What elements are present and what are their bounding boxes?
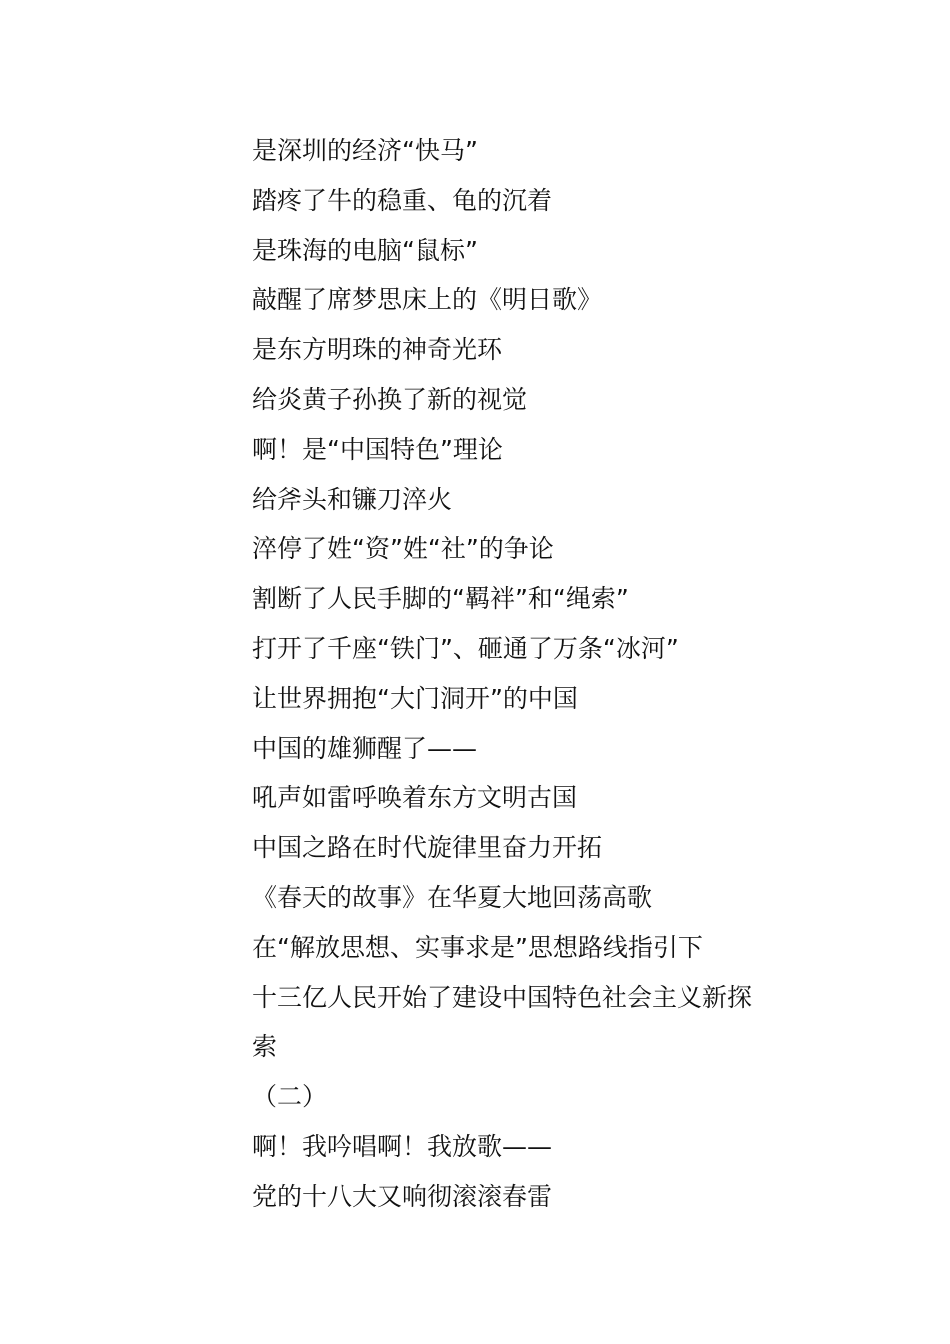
poem-line: 吼声如雷呼唤着东方文明古国	[252, 783, 578, 813]
poem-line: 打开了千座“铁门”、砸通了万条“冰河”	[252, 633, 679, 663]
poem-line: 中国之路在时代旋律里奋力开拓	[252, 833, 603, 863]
poem-line: 党的十八大又响彻滚滚春雷	[252, 1181, 553, 1211]
poem-line: 《春天的故事》在华夏大地回荡高歌	[252, 882, 653, 912]
poem-line: 是东方明珠的神奇光环	[252, 335, 503, 365]
poem-line: 给炎黄子孙换了新的视觉	[252, 384, 528, 414]
poem-line: 中国的雄狮醒了——	[252, 733, 478, 763]
poem-line: 啊！我吟唱啊！我放歌——	[252, 1131, 553, 1161]
poem-line: 给斧头和镰刀淬火	[252, 484, 453, 514]
poem-line: 索	[252, 1032, 278, 1062]
poem-line: 在“解放思想、实事求是”思想路线指引下	[252, 932, 703, 962]
poem-line: 敲醒了席梦思床上的《明日歌》	[252, 285, 603, 315]
poem-line: 啊！是“中国特色”理论	[252, 434, 503, 464]
poem-line: 割断了人民手脚的“羁袢”和“绳索”	[252, 584, 629, 614]
poem-line: 踏疼了牛的稳重、龟的沉着	[252, 185, 553, 215]
poem-line: 十三亿人民开始了建设中国特色社会主义新探	[252, 982, 753, 1012]
poem-line: 让世界拥抱“大门洞开”的中国	[252, 683, 578, 713]
section-heading: （二）	[252, 1082, 328, 1112]
poem-line: 是珠海的电脑“鼠标”	[252, 235, 478, 265]
poem-line: 淬停了姓“资”姓“社”的争论	[252, 534, 554, 564]
poem-text	[252, 126, 792, 1222]
poem-line: 是深圳的经济“快马”	[252, 136, 478, 165]
